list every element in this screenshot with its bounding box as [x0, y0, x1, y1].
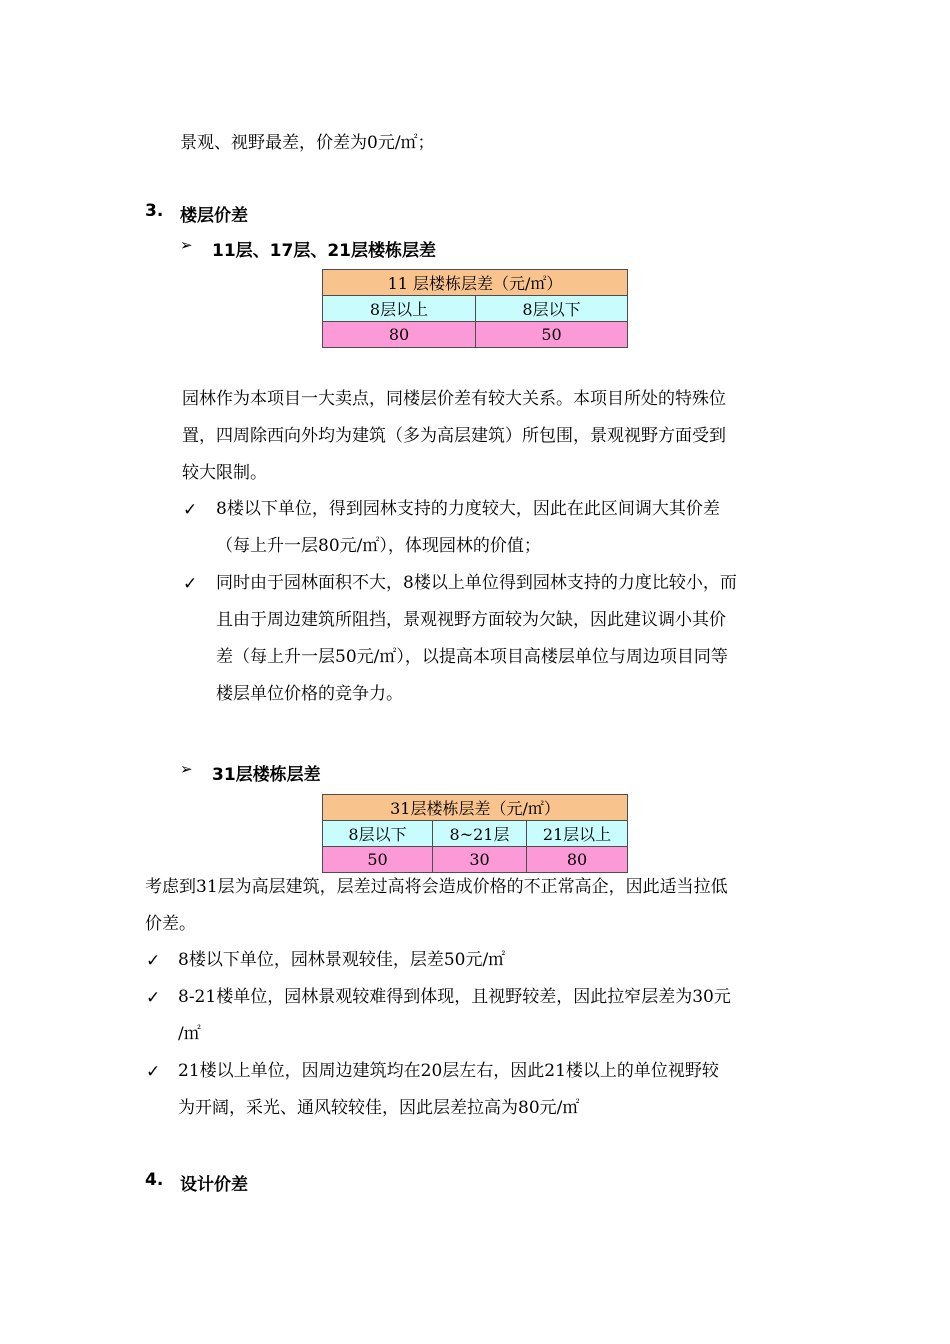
check-icon: ✓: [146, 988, 161, 1008]
bullet-line: 楼层单位价格的竞争力。: [216, 684, 403, 704]
bullet-line: 8-21楼单位，园林景观较难得到体现，且视野较差，因此拉窄层差为30元: [178, 987, 731, 1007]
table-header: 11 层楼栋层差（元/㎡）: [323, 270, 628, 296]
section4-number: 4.: [145, 1170, 164, 1190]
intro-line: 景观、视野最差，价差为0元/㎡；: [180, 133, 435, 153]
paragraph-line: 园林作为本项目一大卖点，同楼层价差有较大关系。本项目所处的特殊位: [182, 389, 726, 409]
table-value-8-21: 30: [433, 847, 527, 873]
table-column-above-8: 8层以上: [323, 296, 476, 322]
table-header: 31层楼栋层差（元/㎡）: [323, 795, 628, 821]
bullet-text: [178, 942, 505, 979]
table-column-above-21: 21层以上: [527, 821, 628, 847]
bullet-text: [178, 1053, 719, 1127]
table-column-below-8: 8层以下: [476, 296, 628, 322]
table-value-above-8: 80: [323, 322, 476, 348]
section3-title: 楼层价差: [180, 206, 248, 226]
paragraph-31-floor: [145, 869, 728, 943]
table-value-above-21: 80: [527, 847, 628, 873]
bullet-text: [216, 491, 720, 565]
bullet-text: [216, 565, 737, 713]
bullet-line: 且由于周边建筑所阻挡，景观视野方面较为欠缺，因此建议调小其价: [216, 610, 726, 630]
arrow-bullet-icon: ➢: [180, 236, 193, 254]
bullet-line: 8楼以下单位，得到园林支持的力度较大，因此在此区间调大其价差: [216, 499, 720, 519]
paragraph-line: 较大限制。: [182, 463, 267, 483]
bullet-line: 同时由于园林面积不大，8楼以上单位得到园林支持的力度比较小，而: [216, 573, 737, 593]
bullet-line: 8楼以下单位，园林景观较佳，层差50元/㎡: [178, 950, 506, 970]
check-icon: ✓: [183, 574, 198, 594]
bullet-line: 21楼以上单位，因周边建筑均在20层左右，因此21楼以上的单位视野较: [178, 1061, 719, 1081]
section4-title: 设计价差: [180, 1175, 248, 1195]
subsection-title-31: 31层楼栋层差: [212, 765, 321, 785]
table-column-8-21: 8~21层: [433, 821, 527, 847]
bullet-line: 为开阔，采光、通风较较佳，因此层差拉高为80元/㎡: [178, 1098, 580, 1118]
paragraph-garden: [182, 381, 726, 492]
table-value-below-8: 50: [323, 847, 433, 873]
floor-price-table-31: [322, 794, 628, 873]
check-icon: ✓: [146, 951, 161, 971]
table-value-below-8: 50: [476, 322, 628, 348]
bullet-line: /㎡: [178, 1024, 201, 1044]
check-icon: ✓: [183, 500, 198, 520]
bullet-line: 差（每上升一层50元/㎡），以提高本项目高楼层单位与周边项目同等: [216, 647, 728, 667]
check-icon: ✓: [146, 1062, 161, 1082]
bullet-line: （每上升一层80元/㎡），体现园林的价值；: [216, 536, 541, 556]
bullet-text: [178, 979, 731, 1053]
paragraph-line: 考虑到31层为高层建筑，层差过高将会造成价格的不正常高企，因此适当拉低: [145, 877, 728, 897]
subsection-title-11-17-21: 11层、17层、21层楼栋层差: [212, 241, 436, 261]
arrow-bullet-icon: ➢: [180, 760, 193, 778]
section3-number: 3.: [145, 201, 164, 221]
floor-price-table-11: [322, 269, 628, 348]
paragraph-line: 价差。: [145, 914, 196, 934]
table-column-below-8: 8层以下: [323, 821, 433, 847]
paragraph-line: 置，四周除西向外均为建筑（多为高层建筑）所包围，景观视野方面受到: [182, 426, 726, 446]
